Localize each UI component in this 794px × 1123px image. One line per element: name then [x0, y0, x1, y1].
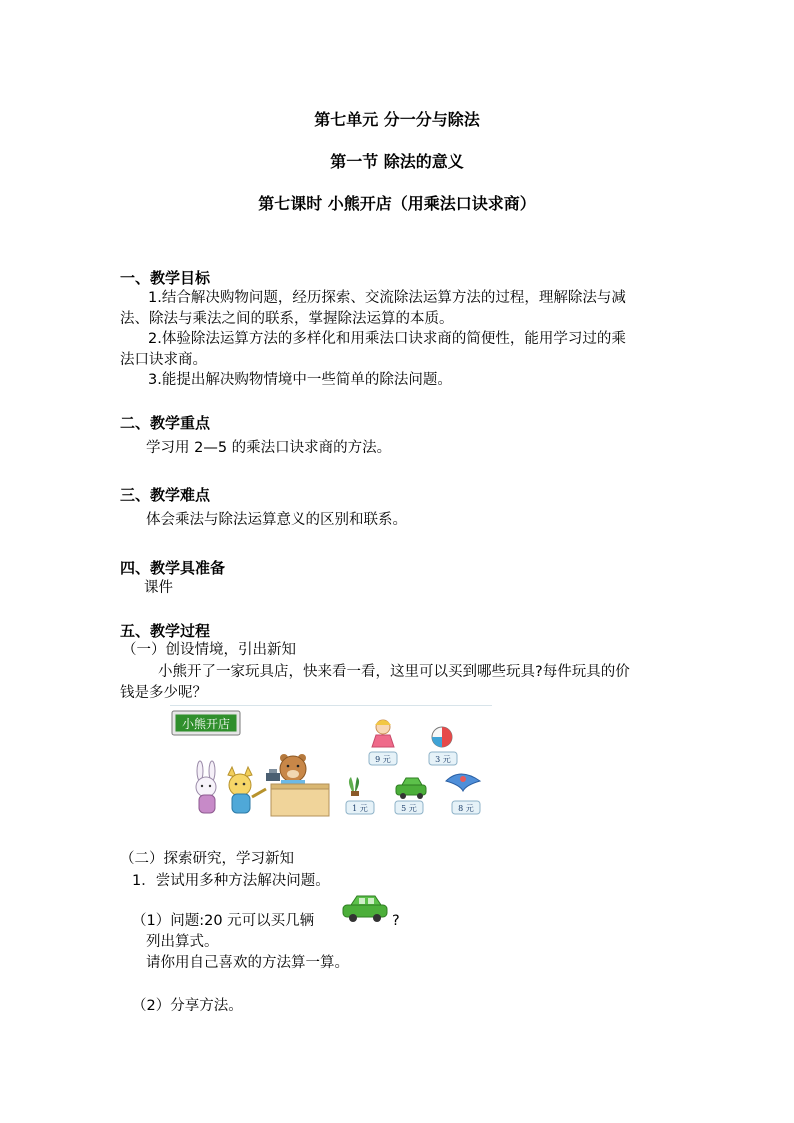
- part-1-title: （一）创设情境，引出新知: [122, 642, 296, 658]
- question-1-line-3: 请你用自己喜欢的方法算一算。: [146, 955, 349, 971]
- toy-car-icon: [396, 778, 426, 799]
- part-1-line-2: 钱是多少呢？: [120, 685, 207, 701]
- goal-2-line-1: 2.体验除法运算方法的多样化和用乘法口诀求商的简便性，能用学习过的乘: [148, 331, 626, 347]
- goal-1-line-2: 法、除法与乘法之间的联系，掌握除法运算的本质。: [120, 311, 454, 327]
- shop-sign-label: 小熊开店: [181, 717, 231, 731]
- svg-text:3 元: 3 元: [435, 755, 451, 764]
- step-1: 1．尝试用多种方法解决问题。: [132, 873, 330, 889]
- goals-heading: 一、教学目标: [120, 269, 211, 287]
- ball-icon: [432, 727, 452, 747]
- difficulty-heading: 三、教学难点: [120, 486, 211, 504]
- price-tag-car: [395, 801, 423, 814]
- focus-text: 学习用 2—5 的乘法口诀求商的方法。: [146, 440, 392, 456]
- goal-1-line-1: 1.结合解决购物问题，经历探索、交流除法运算方法的过程，理解除法与减: [148, 290, 626, 306]
- unit-title: 第七单元 分一分与除法: [314, 110, 480, 129]
- toy-shop-illustration: [170, 705, 492, 823]
- kite-icon: [446, 774, 480, 791]
- tools-heading: 四、教学具准备: [120, 559, 226, 577]
- price-tag-doll: [369, 752, 397, 765]
- focus-heading: 二、教学重点: [120, 414, 211, 432]
- shop-sign: [172, 711, 240, 735]
- question-1-mark: ?: [392, 913, 400, 929]
- part-2-title: （二）探索研究，学习新知: [120, 851, 294, 867]
- cash-register-icon: [266, 769, 280, 781]
- svg-text:1 元: 1 元: [352, 804, 368, 813]
- doll-icon: [372, 720, 394, 747]
- price-tag-plant: [346, 801, 374, 814]
- goal-2-line-2: 法口诀求商。: [120, 352, 207, 368]
- cat-icon: [228, 767, 266, 813]
- plant-icon: [349, 777, 359, 796]
- svg-text:9 元: 9 元: [375, 755, 391, 764]
- svg-text:8 元: 8 元: [458, 804, 474, 813]
- price-tag-kite: [452, 801, 480, 814]
- toy-car-icon-inline: [341, 893, 391, 923]
- question-1-line-2: 列出算式。: [146, 934, 219, 950]
- tools-text: 课件: [144, 580, 173, 596]
- difficulty-text: 体会乘法与除法运算意义的区别和联系。: [146, 512, 407, 528]
- shop-counter: [271, 784, 329, 816]
- svg-text:5 元: 5 元: [401, 804, 417, 813]
- process-heading: 五、教学过程: [120, 622, 211, 640]
- question-2: （2）分享方法。: [132, 998, 243, 1014]
- price-tag-ball: [429, 752, 457, 765]
- question-1: （1）问题:20 元可以买几辆: [132, 913, 315, 929]
- rabbit-icon: [196, 761, 216, 813]
- lesson-title: 第七课时 小熊开店（用乘法口诀求商）: [258, 194, 536, 213]
- part-1-line-1: 小熊开了一家玩具店，快来看一看，这里可以买到哪些玩具?每件玩具的价: [158, 664, 630, 680]
- goal-3: 3.能提出解决购物情境中一些简单的除法问题。: [148, 372, 452, 388]
- section-title: 第一节 除法的意义: [330, 152, 464, 171]
